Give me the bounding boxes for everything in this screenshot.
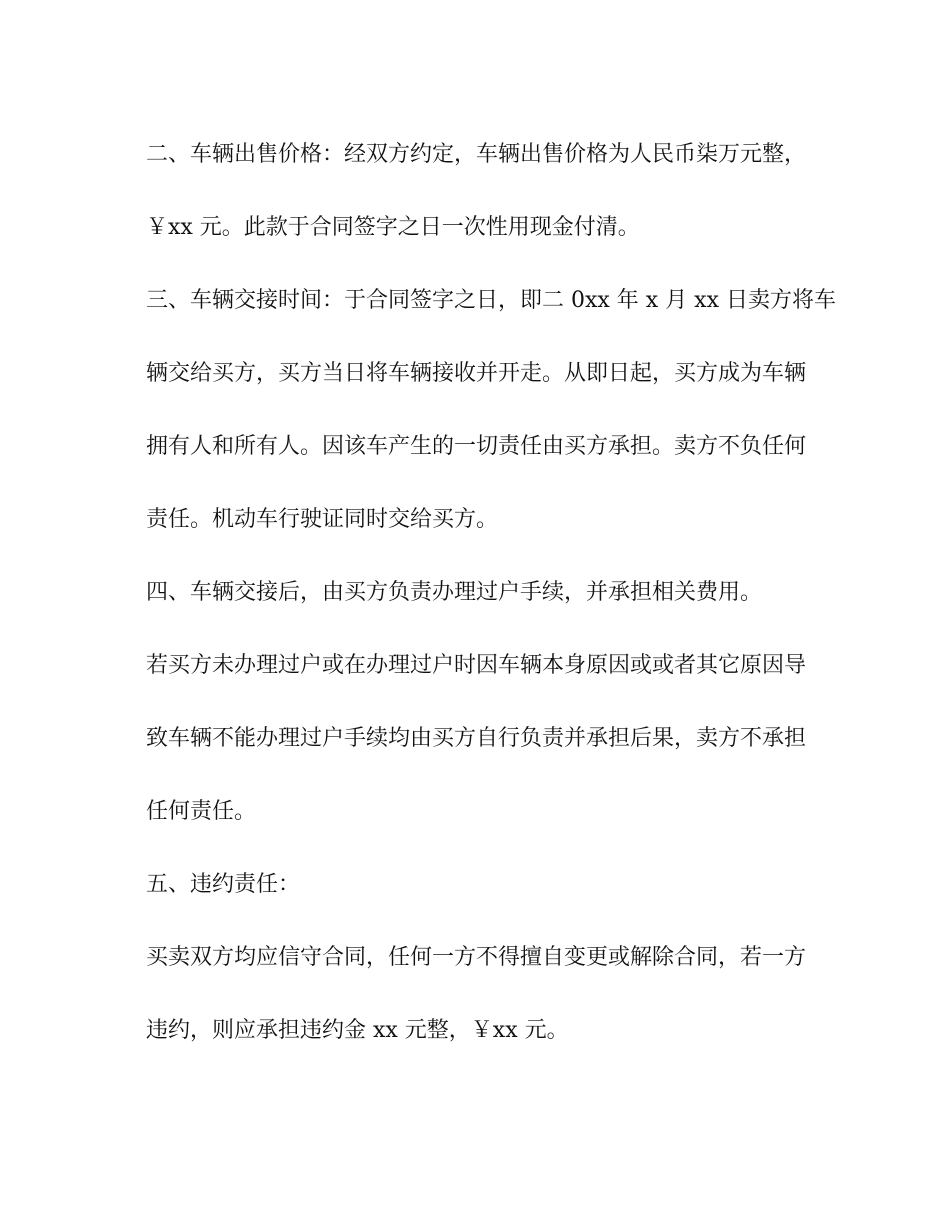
- section-heading: 五、违约责任：: [146, 872, 301, 897]
- text-line: 任何责任。: [146, 799, 257, 824]
- text-line: 三、车辆交接时间：于合同签字之日，即二 0xx 年 x 月 xx 日卖方将车: [146, 288, 836, 313]
- text-line: 违约，则应承担违约金 xx 元整，￥xx 元。: [146, 1018, 569, 1043]
- text-line: 四、车辆交接后，由买方负责办理过户手续，并承担相关费用。: [146, 580, 763, 605]
- text-line: 若买方未办理过户或在办理过户时因车辆本身原因或或者其它原因导: [146, 653, 807, 678]
- text-line: 辆交给买方，买方当日将车辆接收并开走。从即日起，买方成为车辆: [146, 361, 807, 386]
- text-line: 二、车辆出售价格：经双方约定，车辆出售价格为人民币柒万元整，: [146, 142, 807, 167]
- text-line: 致车辆不能办理过户手续均由买方自行负责并承担后果，卖方不承担: [146, 726, 807, 751]
- text-line: ￥xx 元。此款于合同签字之日一次性用现金付清。: [146, 215, 640, 240]
- text-line: 买卖双方均应信守合同，任何一方不得擅自变更或解除合同，若一方: [146, 945, 807, 970]
- text-line: 责任。机动车行驶证同时交给买方。: [146, 507, 499, 532]
- text-line: 拥有人和所有人。因该车产生的一切责任由买方承担。卖方不负任何: [146, 434, 807, 459]
